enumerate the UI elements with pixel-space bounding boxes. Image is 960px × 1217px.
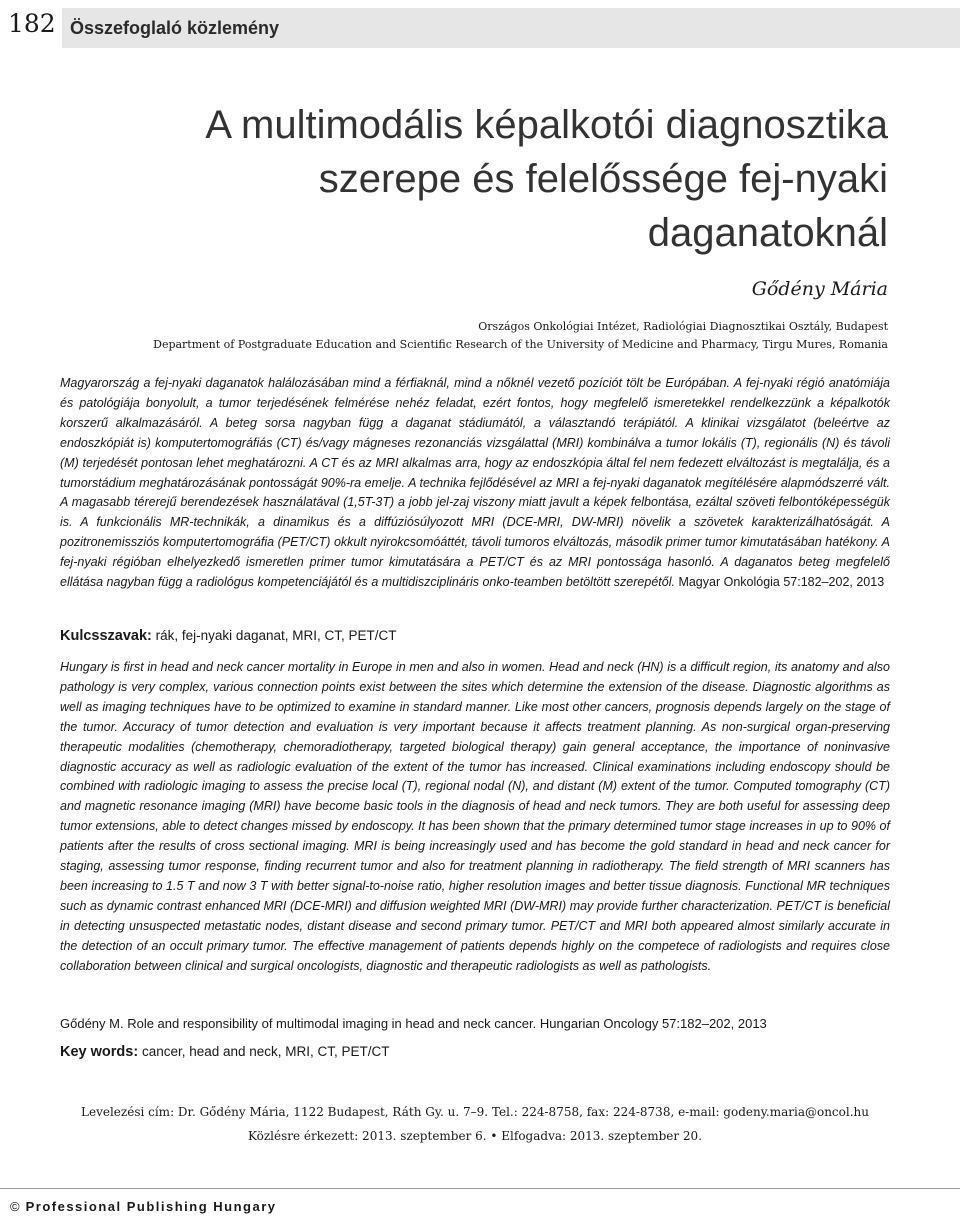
title-line-1: A multimodális képalkotói diagnosztika — [205, 103, 888, 147]
footer-publisher — [10, 1199, 277, 1214]
submission-dates: Közlésre érkezett: 2013. szeptember 6. • Elfogadva: 2013. szeptember 20. — [247, 1129, 703, 1143]
keywords-english-text: cancer, head and neck, MRI, CT, PET/CT — [141, 1044, 390, 1059]
keywords-english-label: Key words: — [60, 1044, 139, 1060]
affiliation-line-2: Department of Postgraduate Education and Scientific Research of the University of Medicine and Pharmacy, Tirgu Mures, Romania — [153, 338, 888, 351]
copyright-icon: © — [10, 1199, 20, 1214]
abstract-hungarian-text: Magyarország a fej-nyaki daganatok halálozásában mind a férfiaknál, mind a nőknél vezető pozíciót tölt be Európában. A fej-nyaki régió anatómiája és patológiája bonyolult, a tumor terjedésének felmérése nehéz feladat, ezért fontos, hogy megfelelő ismeretekkel rendelkezzünk a képalkotók korszerű alkalmazásáról. A beteg sorsa nagyban függ a daganat stádiumától, a választandó terápiától. A klinikai vizsgálatot (beleértve az endoszkópiát is) komputertomográfiás (CT) és/vagy mágneses rezonanciás vizsgálattal (MRI) kombinálva a tumor lokális (T), regionális (N) és távoli (M) terjedését pontosan lehet meghatározni. A CT és az MRI alkalmas arra, hogy az endoszkópia által fel nem fedezett elváltozást is megtalálja, és a tumorstádium meghatározásának pontosságát 90%-ra emelje. A technika fejlődésével az MRI a fej-nyaki daganatok megítélésére alapmódszerré vált. A magasabb térerejű berendezések használatával (1,5T-3T) a jobb jel-zaj viszony miatt javult a képek felbontása, ezáltal szöveti felbontóképességük is. A funkcionális MR-technikák, a dinamikus és a diffúziósúlyozott MRI (DCE-MRI, DW-MRI) növelik a szövetek karakterizálhatóságát. A pozitronemissziós komputertomográfia (PET/CT) okkult nyirokcsomóáttét, távoli tumoros elváltozás, második primer tumor kimutatásában hatékony. A fej-nyaki régióban elhelyezkedő ismeretlen primer tumor kimutatására a PET/CT és az MRI pontossága hasonló. A daganatos beteg megfelelő ellátása nagyban függ a radiológus kompetenciájától és a multidiszciplináris onko-teamben betöltött szerepétől. — [60, 376, 890, 590]
footer-divider — [0, 1188, 960, 1189]
section-label: Összefoglaló közlemény — [70, 18, 280, 38]
abstract-hungarian — [60, 374, 890, 593]
title-line-2: szerepe és felelőssége fej-nyaki — [318, 157, 888, 201]
affiliation-line-1: Országos Onkológiai Intézet, Radiológiai Diagnosztikai Osztály, Budapest — [478, 320, 888, 333]
keywords-hungarian-label: Kulcsszavak: — [60, 628, 152, 644]
author-name: Gődény Mária — [751, 278, 888, 300]
correspondence — [60, 1100, 890, 1148]
abstract-english: Hungary is first in head and neck cancer mortality in Europe in men and also in women. Head and neck (HN) is a difficult region, its anatomy and also pathology is very complex, various connection points exist between the sites which determine the extension of the disease. Diagnostic algorithms as well as imaging techniques have to be optimized to examine in standard manner. Like most other cancers, prognosis depends largely on the stage of the tumor. Accuracy of tumor detection and evaluation is very important because it affects treatment planning. As non-surgical organ-preserving therapeutic modalities (chemotherapy, chemoradiotherapy, targeted biological therapy) gain general acceptance, the importance of noninvasive diagnostic accuracy as well as radiologic evaluation of the extent of the tumor has increased. Clinical examinations including endoscopy should be combined with radiologic imaging to assess the precise local (T), regional nodal (N), and distant (M) extent of the tumor. Computed tomography (CT) and magnetic resonance imaging (MRI) have become basic tools in the diagnosis of head and neck tumors. They are both useful for assessing deep tumor extensions, able to detect changes missed by endoscopy. It has been shown that the primary determined tumor stage increases in up to 90% of patients after the results of cross sectional imaging. MRI is being increasingly used and has become the gold standard in head and neck cancer for staging, assessing tumor response, finding recurrent tumor and also for treatment planning in radiotherapy. The field strength of MRI scanners has been increasing to 1.5 T and now 3 T with better signal-to-noise ratio, higher resolution images and better tissue diagnosis. Functional MR techniques such as dynamic contrast enhanced MRI (DCE-MRI) and diffusion weighted MRI (DW-MRI) may provide further characterization. PET/CT is beneficial in detecting unsuspected metastatic nodes, distant disease and second primary tumor. PET/CT and MRI both appeared almost similarly accurate in the detection of an occult primary tumor. The effective management of patients depends highly on the competece of radiologists and requires close collaboration between clinical and surgical oncologists, diagnostic and therapeutic radiologists as well as pathologists. — [60, 660, 890, 973]
page-header — [0, 0, 960, 54]
title-line-3: daganatoknál — [647, 211, 888, 255]
article-title — [48, 98, 888, 260]
keywords-hungarian-text: rák, fej-nyaki daganat, MRI, CT, PET/CT — [155, 628, 397, 643]
abstract-hungarian-citation: Magyar Onkológia 57:182–202, 2013 — [678, 575, 885, 590]
affiliations — [68, 318, 888, 354]
keywords-english — [60, 1044, 890, 1060]
correspondence-address: Levelezési cím: Dr. Gődény Mária, 1122 Budapest, Ráth Gy. u. 7–9. Tel.: 224-8758, fax: 224-8738, e-mail: godeny.maria@oncol.hu — [81, 1105, 869, 1119]
page-number: 182 — [8, 9, 56, 38]
publisher-name: Professional Publishing Hungary — [25, 1199, 277, 1214]
citation-english: Gődény M. Role and responsibility of multimodal imaging in head and neck cancer. Hungarian Oncology 57:182–202, 2013 — [60, 1016, 767, 1031]
keywords-hungarian — [60, 628, 890, 644]
